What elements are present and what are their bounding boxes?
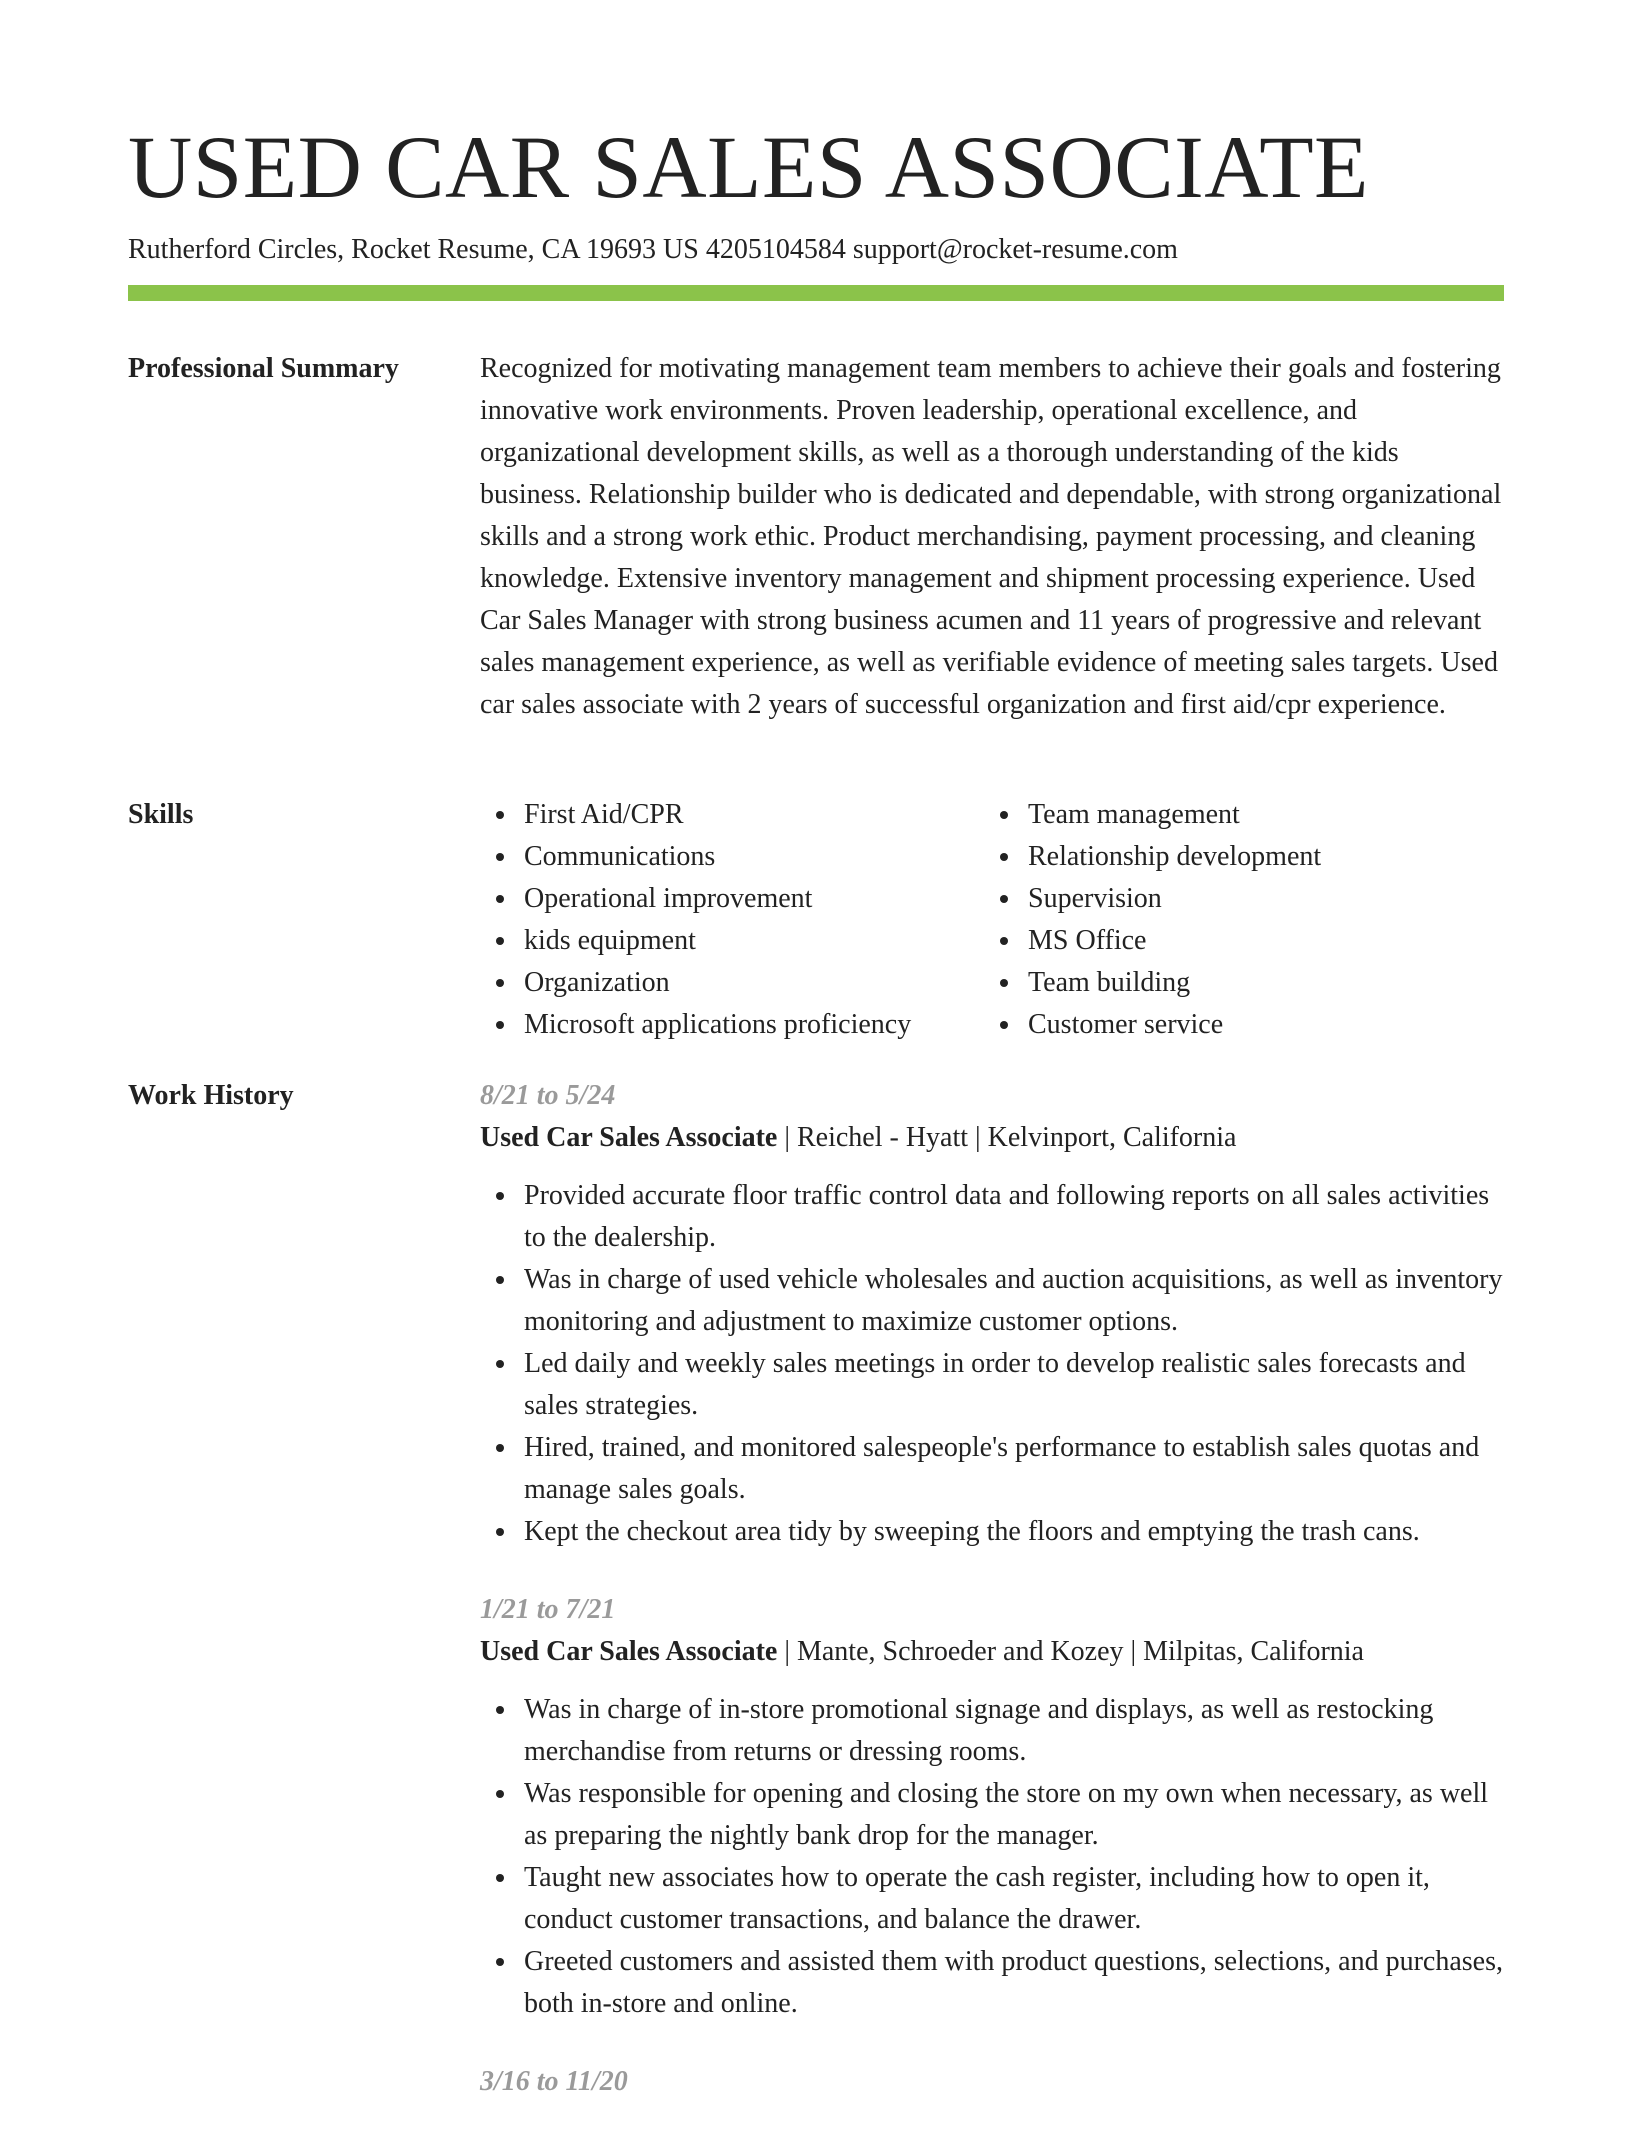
job-employer: | Mante, Schroeder and Kozey | Milpitas, California xyxy=(777,1636,1364,1667)
section-label-work-history: Work History xyxy=(128,1080,294,1111)
job-bullet: Hired, trained, and monitored salespeople's performance to establish sales quotas and manage sales goals. xyxy=(480,1427,1504,1511)
job-entry xyxy=(480,1075,1504,1553)
header-divider xyxy=(128,285,1504,301)
job-bullet: Was responsible for opening and closing the store on my own when necessary, as well as preparing the nightly bank drop for the manager. xyxy=(480,1773,1504,1857)
section-label-professional-summary: Professional Summary xyxy=(128,353,399,384)
skill-item: Microsoft applications proficiency xyxy=(480,1004,984,1046)
job-entry xyxy=(480,2061,1504,2103)
job-bullet: Led daily and weekly sales meetings in order to develop realistic sales forecasts and sales strategies. xyxy=(480,1343,1504,1427)
summary-body xyxy=(480,348,1504,726)
job-dates: 8/21 to 5/24 xyxy=(480,1080,616,1111)
job-employer: | Reichel - Hyatt | Kelvinport, California xyxy=(777,1122,1237,1153)
skills-list-right xyxy=(984,794,1488,1046)
job-bullet: Was in charge of used vehicle wholesales and auction acquisitions, as well as inventory monitoring and adjustment to maximize customer options. xyxy=(480,1259,1504,1343)
contact-line: Rutherford Circles, Rocket Resume, CA 19693 US 4205104584 support@rocket-resume.com xyxy=(128,234,1178,265)
skill-item: First Aid/CPR xyxy=(480,794,984,836)
job-entry xyxy=(480,1589,1504,2025)
skill-item: Team building xyxy=(984,962,1488,1004)
skill-item: Relationship development xyxy=(984,836,1488,878)
skills-body xyxy=(480,794,1504,1046)
job-heading xyxy=(480,1117,1504,1159)
job-title: Used Car Sales Associate xyxy=(480,1636,778,1667)
job-bullet: Taught new associates how to operate the cash register, including how to open it, conduct customer transactions, and balance the drawer. xyxy=(480,1857,1504,1941)
skill-item: Communications xyxy=(480,836,984,878)
job-bullet: Kept the checkout area tidy by sweeping the floors and emptying the trash cans. xyxy=(480,1511,1504,1553)
skill-item: Organization xyxy=(480,962,984,1004)
job-dates: 3/16 to 11/20 xyxy=(480,2066,628,2097)
skill-item: Operational improvement xyxy=(480,878,984,920)
skill-item: kids equipment xyxy=(480,920,984,962)
job-bullets xyxy=(480,1689,1504,2025)
job-title: Used Car Sales Associate xyxy=(480,1122,778,1153)
work-history-body xyxy=(480,1075,1504,2139)
skill-item: Supervision xyxy=(984,878,1488,920)
job-dates: 1/21 to 7/21 xyxy=(480,1594,616,1625)
job-heading xyxy=(480,1631,1504,1673)
job-bullet: Provided accurate floor traffic control data and following reports on all sales activities to the dealership. xyxy=(480,1175,1504,1259)
section-label-skills: Skills xyxy=(128,799,194,830)
job-bullet: Was in charge of in-store promotional signage and displays, as well as restocking merchandise from returns or dressing rooms. xyxy=(480,1689,1504,1773)
summary-text: Recognized for motivating management team members to achieve their goals and fostering innovative work environments. Proven leadership, operational excellence, and organizational development skills, as well as a thorough understanding of the kids business. Relationship builder who is dedicated and dependable, with strong organizational skills and a strong work ethic. Product merchandising, payment processing, and cleaning knowledge. Extensive inventory management and shipment processing experience. Used Car Sales Manager with strong business acumen and 11 years of progressive and relevant sales management experience, as well as verifiable evidence of meeting sales targets. Used car sales associate with 2 years of successful organization and first aid/cpr experience. xyxy=(480,353,1502,720)
skill-item: MS Office xyxy=(984,920,1488,962)
job-bullets xyxy=(480,1175,1504,1553)
skill-item: Team management xyxy=(984,794,1488,836)
skills-list-left xyxy=(480,794,984,1046)
skill-item: Customer service xyxy=(984,1004,1488,1046)
job-bullet: Greeted customers and assisted them with product questions, selections, and purchases, both in-store and online. xyxy=(480,1941,1504,2025)
resume-title: USED CAR SALES ASSOCIATE xyxy=(128,119,1369,217)
